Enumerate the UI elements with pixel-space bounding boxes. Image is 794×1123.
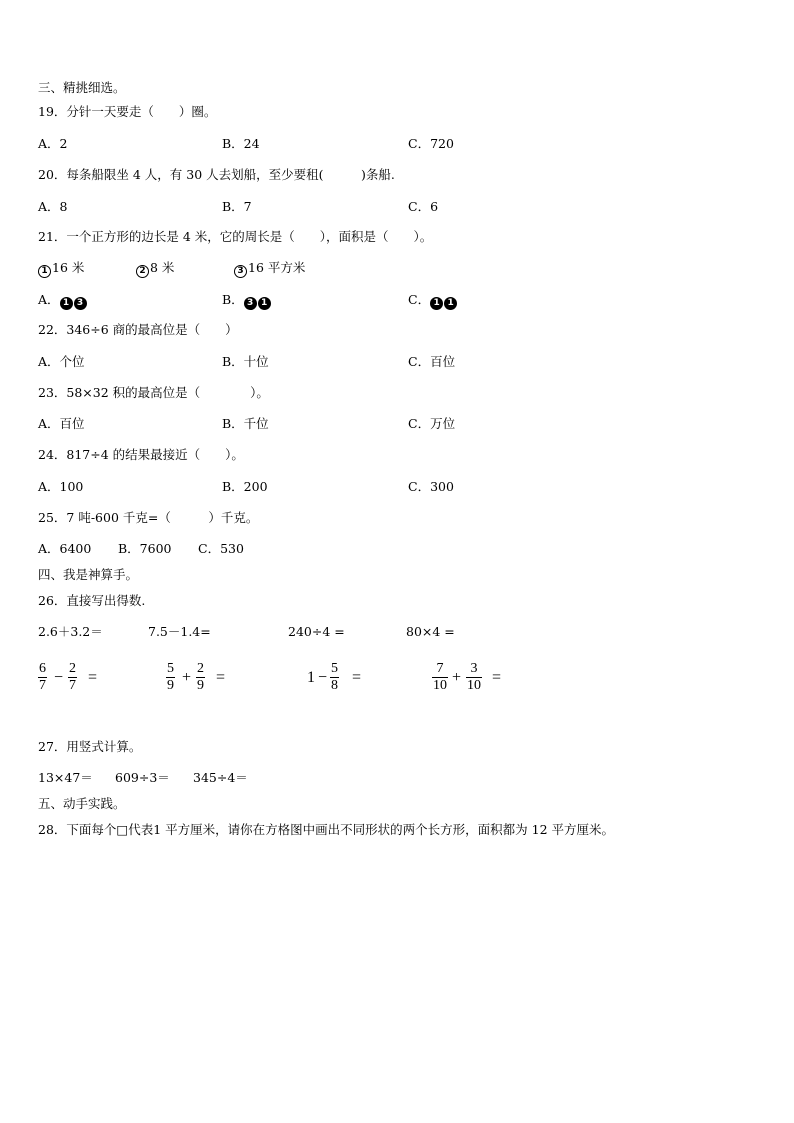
question-20-stem: 20．每条船限坐 4 人，有 30 人去划船，至少要租( )条船. [38,167,395,182]
question-21-choice-1 [38,260,84,278]
question-23-stem: 23．58×32 积的最高位是（ ）。 [38,385,269,400]
question-22-option-a: A．个位 [38,354,85,369]
fraction [432,661,448,694]
numerator: 2 [69,661,76,676]
numerator: 2 [197,661,204,676]
question-27-item-2: 609÷3＝ [115,770,170,785]
question-20-option-a: A．8 [38,199,68,214]
fraction [38,661,47,694]
question-19-stem: 19．分针一天要走（ ）圈。 [38,104,217,119]
question-22-option-b: B．十位 [222,354,269,369]
denominator: 9 [167,678,174,693]
choice-text: 8 米 [150,260,175,275]
option-label: C． [408,292,431,307]
denominator: 10 [467,678,481,693]
numerator: 5 [167,661,174,676]
question-25-option-c: C．530 [198,541,244,556]
question-21-option-b [222,292,272,310]
fraction [466,661,482,694]
numerator: 5 [331,661,338,676]
denominator: 10 [433,678,447,693]
equals-sign: = [492,669,502,686]
denominator: 9 [197,678,204,693]
option-label: A． [38,292,60,307]
circled-number-icon: 3 [74,297,87,310]
section-five-heading: 五、动手实践。 [38,796,126,811]
operator: − [318,669,328,686]
fraction [196,661,205,694]
question-27-item-3: 345÷4＝ [193,770,248,785]
operator: − [54,669,64,686]
circled-number-icon: 1 [430,297,443,310]
question-19-option-c: C．720 [408,136,454,151]
question-25-stem: 25．7 吨-600 千克=（ ）千克。 [38,510,259,525]
whole-number: 1 [307,669,315,686]
equals-sign: = [88,669,98,686]
question-24-stem: 24．817÷4 的结果最接近（ ）。 [38,447,244,462]
question-27-stem: 27．用竖式计算。 [38,739,142,754]
question-26-item-2: 7.5－1.4= [148,624,211,639]
circled-number-icon: 1 [60,297,73,310]
question-25-option-a: A．6400 [38,541,92,556]
question-24-option-a: A．100 [38,479,84,494]
denominator: 7 [69,678,76,693]
denominator: 8 [331,678,338,693]
operator: + [182,669,192,686]
question-26-item-4: 80×4 = [406,624,455,639]
question-21-choice-2 [136,260,174,278]
operator: + [452,669,462,686]
question-24-option-c: C．300 [408,479,454,494]
question-26-stem: 26．直接写出得数. [38,593,146,608]
fraction [330,661,339,694]
choice-text: 16 米 [52,260,85,275]
section-four-heading: 四、我是神算手。 [38,567,139,582]
circled-number-icon: 1 [444,297,457,310]
question-23-option-b: B．千位 [222,416,269,431]
question-21-choice-3 [234,260,305,278]
question-20-option-c: C．6 [408,199,439,214]
question-22-option-c: C．百位 [408,354,456,369]
numerator: 3 [470,661,478,676]
question-21-stem: 21．一个正方形的边长是 4 米，它的周长是（ ），面积是（ ）。 [38,229,433,244]
circled-number-icon: 2 [136,265,149,278]
circled-number-icon: 3 [244,297,257,310]
question-21-option-c [408,292,458,310]
equals-sign: = [352,669,362,686]
question-28-stem: 28．下面每个□代表1 平方厘米，请你在方格图中画出不同形状的两个长方形，面积都为 12 平方厘米。 [38,822,614,837]
circled-number-icon: 1 [258,297,271,310]
section-three-heading: 三、精挑细选。 [38,80,126,95]
fraction [68,661,77,694]
question-27-item-1: 13×47＝ [38,770,93,785]
question-19-option-a: A．2 [38,136,68,151]
question-24-option-b: B．200 [222,479,268,494]
circled-number-icon: 3 [234,265,247,278]
fraction [166,661,175,694]
question-21-option-a [38,292,88,310]
question-26-item-1: 2.6＋3.2＝ [38,624,103,639]
question-23-option-c: C．万位 [408,416,456,431]
denominator: 7 [39,678,46,693]
question-22-stem: 22．346÷6 商的最高位是（ ） [38,322,238,337]
option-label: B． [222,292,244,307]
question-23-option-a: A．百位 [38,416,85,431]
equals-sign: = [216,669,226,686]
question-26-item-3: 240÷4 = [288,624,345,639]
question-25-option-b: B．7600 [118,541,172,556]
numerator: 6 [39,661,46,676]
circled-number-icon: 1 [38,265,51,278]
question-20-option-b: B．7 [222,199,252,214]
question-19-option-b: B．24 [222,136,260,151]
choice-text: 16 平方米 [248,260,306,275]
numerator: 7 [436,661,444,676]
